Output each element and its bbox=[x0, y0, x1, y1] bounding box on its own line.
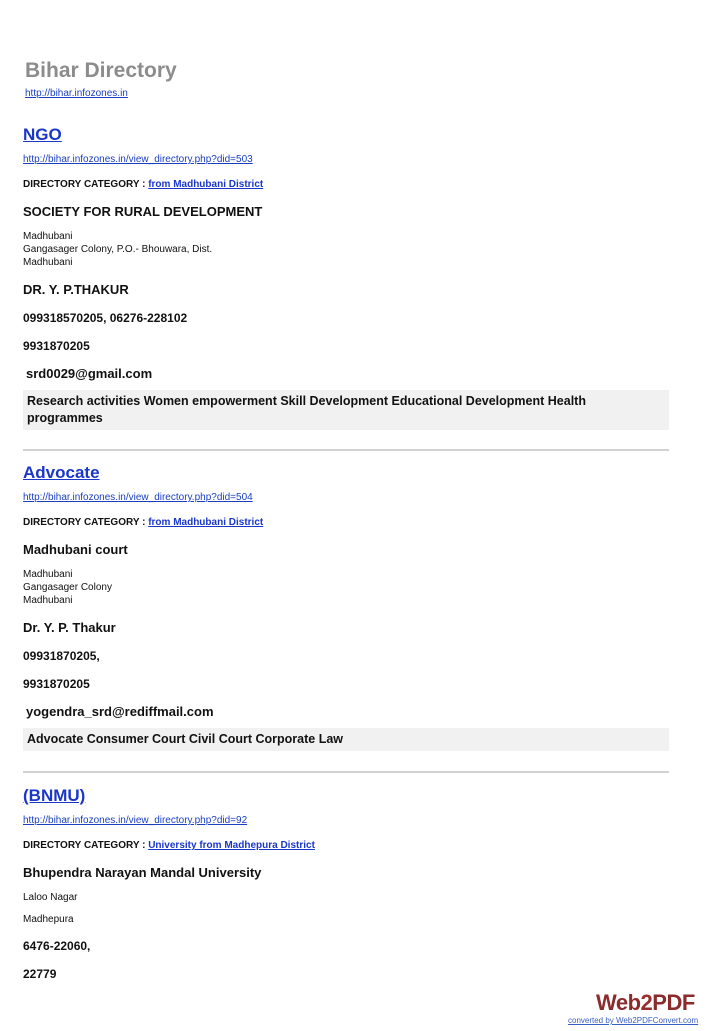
address-line: Laloo Nagar bbox=[23, 892, 78, 903]
entry-url-link[interactable]: http://bihar.infozones.in/view_directory.php?did=504 bbox=[23, 492, 253, 503]
address-line: Madhubani bbox=[23, 595, 73, 606]
web2pdf-logo bbox=[568, 990, 718, 1028]
entry-name: SOCIETY FOR RURAL DEVELOPMENT bbox=[23, 204, 263, 219]
directory-category-label: DIRECTORY CATEGORY : bbox=[23, 179, 149, 190]
entry-address bbox=[23, 230, 669, 269]
contact-person: Dr. Y. P. Thakur bbox=[23, 620, 116, 635]
phone-secondary: 22779 bbox=[23, 967, 57, 981]
web2pdf-logo-text bbox=[596, 990, 695, 1016]
directory-category-link[interactable]: from Madhubani District bbox=[148, 517, 264, 528]
directory-category-link[interactable]: from Madhubani District bbox=[148, 179, 264, 190]
phone-primary: 09931870205, bbox=[23, 649, 100, 663]
converted-by-link[interactable]: converted by Web2PDFConvert.com bbox=[568, 1016, 699, 1025]
address-line: Madhepura bbox=[23, 914, 74, 925]
site-header bbox=[25, 58, 177, 99]
entry-divider bbox=[23, 771, 669, 773]
directory-category-line bbox=[23, 517, 669, 528]
entry-url-link[interactable]: http://bihar.infozones.in/view_directory.php?did=92 bbox=[23, 815, 248, 826]
address-line: Madhubani bbox=[23, 569, 73, 580]
entry-address bbox=[23, 568, 669, 607]
entry-name: Bhupendra Narayan Mandal University bbox=[23, 865, 262, 880]
address-line: Madhubani bbox=[23, 231, 73, 242]
email-address: srd0029@gmail.com bbox=[26, 366, 153, 381]
entry-category-link[interactable]: Advocate bbox=[23, 463, 100, 482]
logo-web-text: Web bbox=[596, 990, 641, 1015]
directory-category-label: DIRECTORY CATEGORY : bbox=[23, 840, 149, 851]
email-address: yogendra_srd@rediffmail.com bbox=[26, 704, 214, 719]
entry-name: Madhubani court bbox=[23, 542, 128, 557]
site-url-link[interactable]: http://bihar.infozones.in bbox=[25, 88, 128, 99]
directory-entry bbox=[23, 124, 669, 430]
directory-category-line bbox=[23, 179, 669, 190]
entry-category-link[interactable]: NGO bbox=[23, 125, 62, 144]
phone-secondary: 9931870205 bbox=[23, 339, 90, 353]
entry-divider bbox=[23, 449, 669, 451]
address-line: Madhubani bbox=[23, 257, 73, 268]
phone-primary: 6476-22060, bbox=[23, 939, 91, 953]
phone-secondary: 9931870205 bbox=[23, 677, 90, 691]
entry-category-link[interactable]: (BNMU) bbox=[23, 786, 86, 805]
directory-entry bbox=[23, 462, 669, 751]
phone-primary: 099318570205, 06276-228102 bbox=[23, 311, 188, 325]
directory-category-link[interactable]: University from Madhepura District bbox=[148, 840, 315, 851]
entry-description: Advocate Consumer Court Civil Court Corporate Law bbox=[23, 728, 669, 751]
address-line: Gangasager Colony, P.O.- Bhouwara, Dist. bbox=[23, 244, 213, 255]
logo-two-text: 2 bbox=[640, 990, 653, 1015]
site-title: Bihar Directory bbox=[25, 59, 177, 82]
entry-url-link[interactable]: http://bihar.infozones.in/view_directory.php?did=503 bbox=[23, 154, 253, 165]
directory-entry bbox=[23, 785, 669, 981]
directory-category-label: DIRECTORY CATEGORY : bbox=[23, 517, 149, 528]
address-line: Gangasager Colony bbox=[23, 582, 112, 593]
logo-pdf-text: PDF bbox=[652, 990, 695, 1015]
contact-person: DR. Y. P.THAKUR bbox=[23, 282, 129, 297]
entry-description: Research activities Women empowerment Skill Development Educational Development Health programmes bbox=[23, 390, 669, 430]
directory-category-line bbox=[23, 840, 669, 851]
